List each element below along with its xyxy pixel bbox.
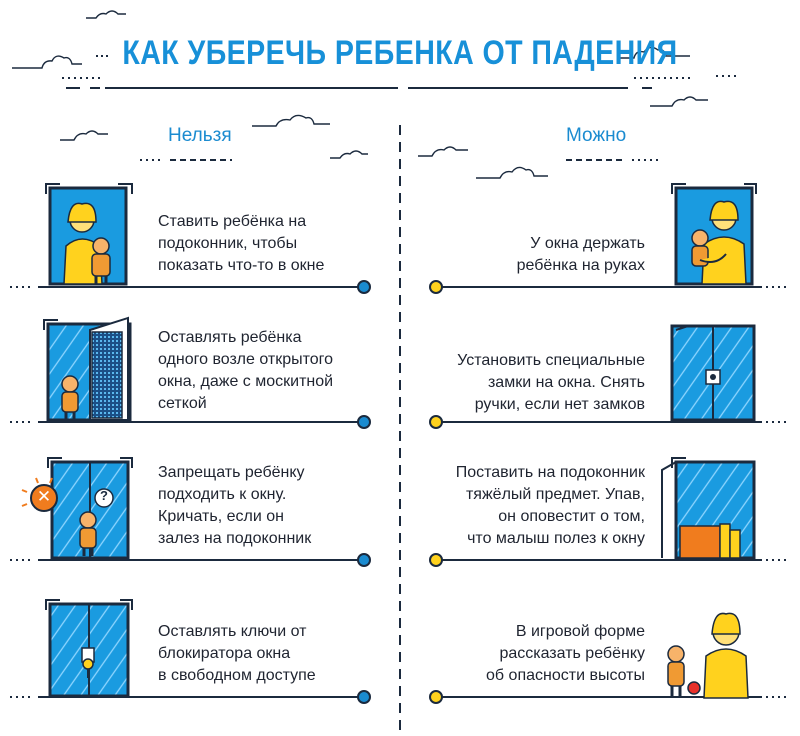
text-line: в свободном доступе	[158, 667, 316, 684]
text-line: Ставить ребёнка на	[158, 213, 307, 230]
right-item-1-text	[420, 233, 645, 277]
left-item-4-text	[158, 621, 378, 687]
text-line: ручки, если нет замков	[474, 396, 645, 413]
window-right-2	[672, 326, 754, 420]
left-item-3-text	[158, 462, 378, 550]
window-left-3	[22, 458, 132, 558]
text-line: замки на окна. Снять	[487, 374, 645, 391]
text-line: Кричать, если он	[158, 508, 284, 525]
window-right-1	[672, 184, 756, 284]
text-line: одного возле открытого	[158, 351, 334, 368]
text-line: он оповестит о том,	[498, 508, 645, 525]
text-line: показать что-то в окне	[158, 257, 325, 274]
illustration-right-4	[668, 613, 748, 698]
page-title: КАК УБЕРЕЧЬ РЕБЕНКА ОТ ПАДЕНИЯ	[122, 34, 678, 72]
text-line: ребёнка на руках	[516, 257, 645, 274]
warning-x-icon: ✕	[36, 487, 52, 506]
window-left-4	[46, 600, 132, 696]
text-line: Оставлять ключи от	[158, 623, 307, 640]
column-heading-forbidden: Нельзя	[168, 125, 232, 146]
window-right-3	[662, 458, 754, 558]
text-line: Запрещать ребёнку	[158, 464, 305, 481]
left-item-1-text	[158, 211, 378, 277]
text-line: сеткой	[158, 395, 207, 412]
left-item-2-text	[158, 327, 378, 415]
text-line: У окна держать	[530, 235, 645, 252]
text-line: блокиратора окна	[158, 645, 291, 662]
right-item-4-text	[420, 621, 645, 687]
text-line: Поставить на подоконник	[455, 464, 645, 481]
right-item-3-text	[420, 462, 645, 550]
text-line: окна, даже с москитной	[158, 373, 334, 390]
text-line: подоконник, чтобы	[158, 235, 298, 252]
text-line: залез на подоконник	[158, 530, 312, 547]
text-line: об опасности высоты	[486, 667, 645, 684]
text-line: рассказать ребёнку	[499, 645, 645, 662]
right-item-2-text	[420, 350, 645, 416]
text-line: что малыш полез к окну	[467, 530, 645, 547]
text-line: Установить специальные	[457, 352, 645, 369]
text-line: Оставлять ребёнка	[158, 329, 302, 346]
question-icon: ?	[100, 488, 108, 503]
text-line: тяжёлый предмет. Упав,	[465, 486, 645, 503]
window-left-1	[46, 184, 132, 284]
text-line: подходить к окну.	[158, 486, 287, 503]
text-line: В игровой форме	[515, 623, 645, 640]
window-left-2	[44, 318, 130, 420]
column-heading-allowed: Можно	[566, 125, 627, 146]
